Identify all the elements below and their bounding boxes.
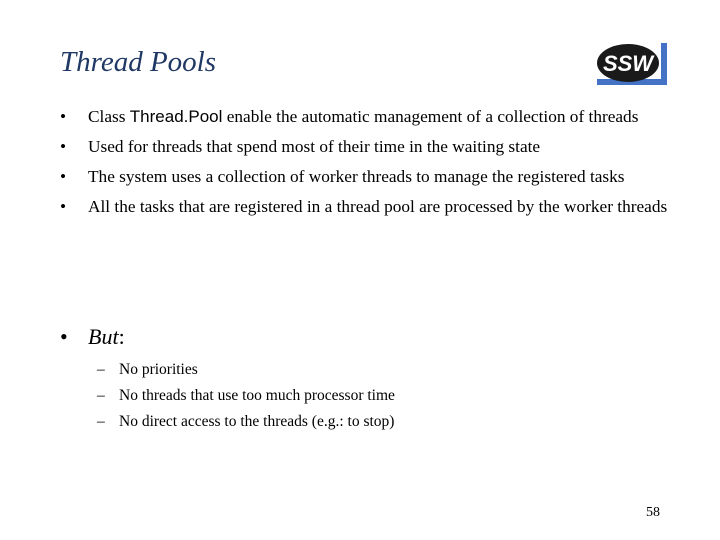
sub-bullet-item: – No direct access to the threads (e.g.: to stop) <box>97 409 395 435</box>
sub-bullet-item: – No priorities <box>97 357 395 383</box>
slide-title: Thread Pools <box>60 46 217 78</box>
bullet-prefix: Class <box>88 107 130 126</box>
logo-text: SSW <box>602 51 654 76</box>
but-colon: : <box>118 324 125 349</box>
sub-bullet-item: – No threads that use too much processor time <box>97 383 395 409</box>
but-heading <box>60 324 125 350</box>
code-term: Thread.Pool <box>129 107 223 126</box>
sub-bullet-list <box>97 357 395 435</box>
bullet-item: • All the tasks that are registered in a thread pool are processed by the worker threads <box>60 196 670 218</box>
ssw-logo-icon <box>597 43 667 85</box>
bullet-suffix: enable the automatic management of a collection of threads <box>222 107 639 126</box>
bullet-item: • Used for threads that spend most of their time in the waiting state <box>60 136 670 158</box>
bullet-list <box>60 106 670 226</box>
but-word: But <box>88 324 119 349</box>
bullet-item <box>60 106 670 128</box>
bullet-dot: • <box>60 324 68 349</box>
page-number: 58 <box>646 505 660 520</box>
bullet-item: • The system uses a collection of worker threads to manage the registered tasks <box>60 166 670 188</box>
